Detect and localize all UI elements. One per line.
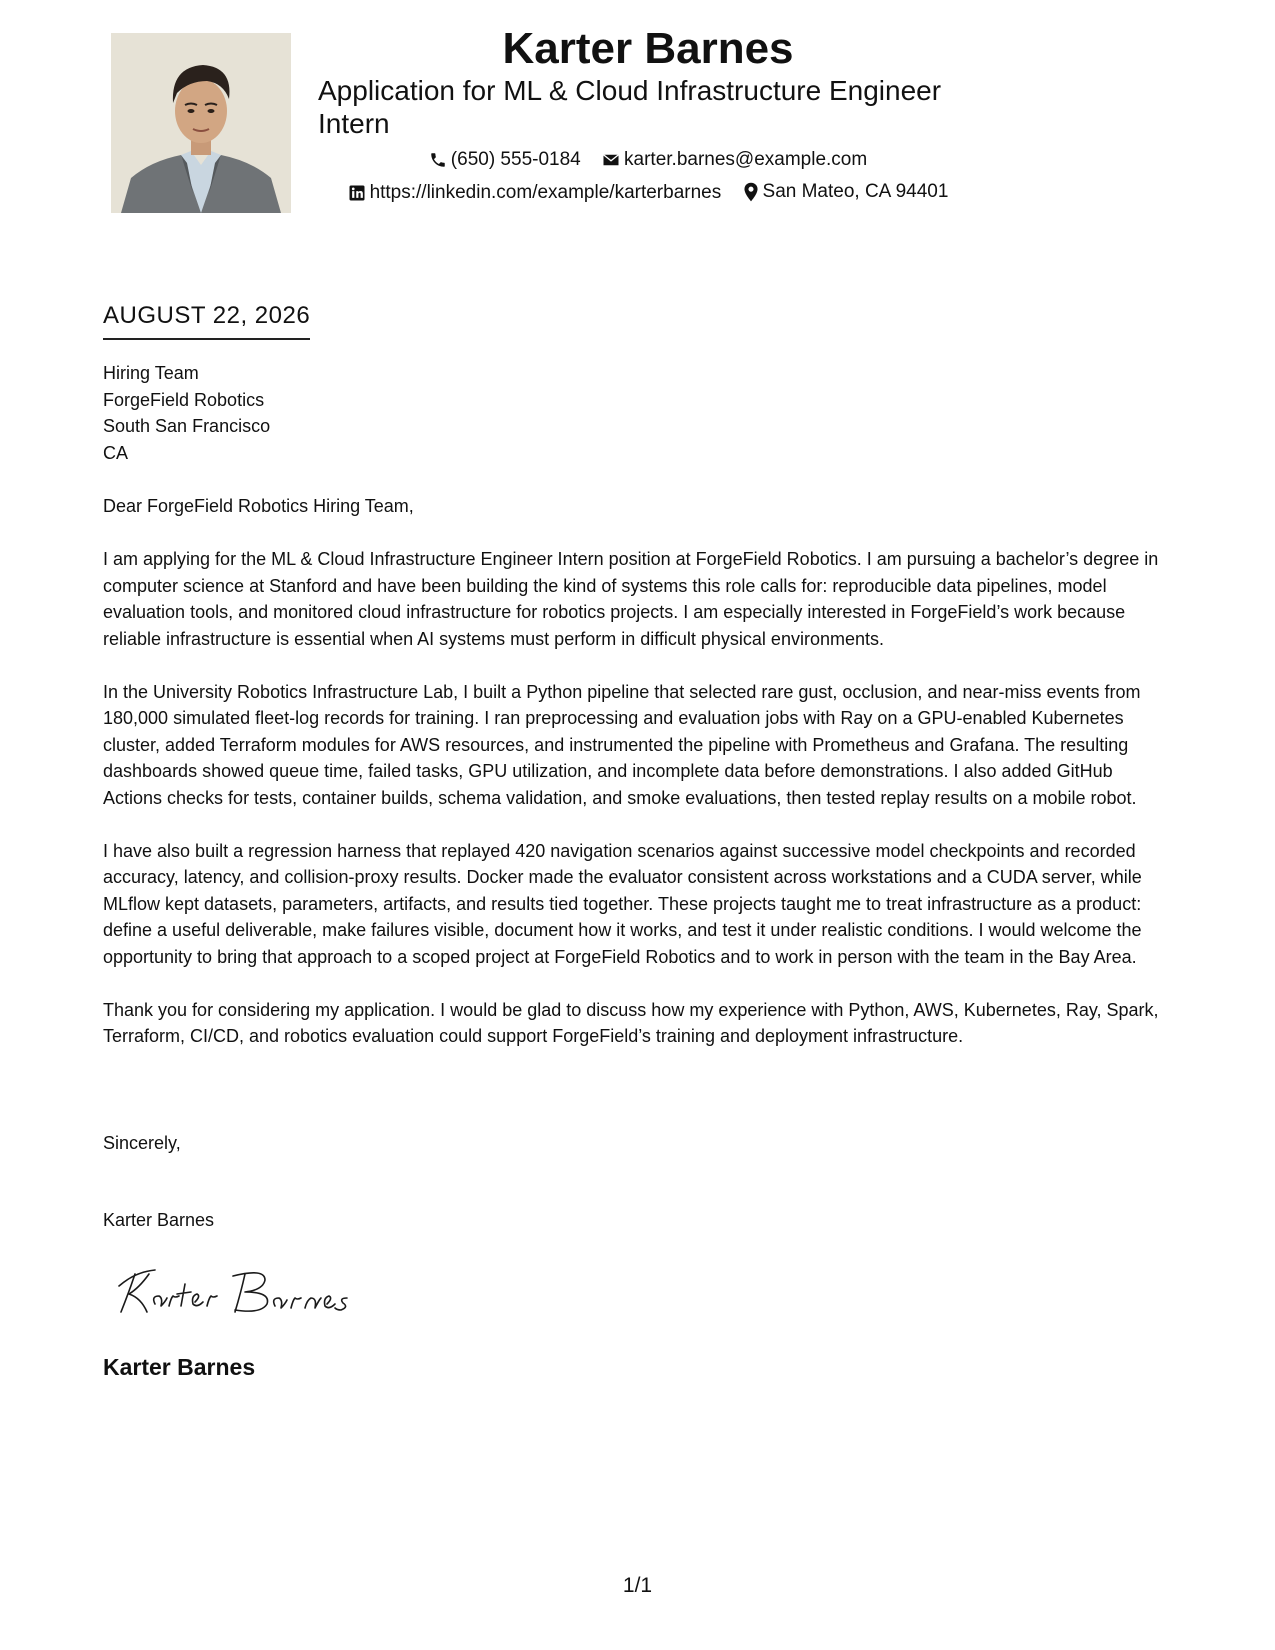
portrait-image [111, 33, 291, 213]
profile-photo [111, 33, 291, 213]
envelope-icon [602, 151, 620, 169]
salutation: Dear ForgeField Robotics Hiring Team, [103, 496, 414, 516]
contact-email[interactable] [602, 147, 867, 173]
application-title: Application for ML & Cloud Infrastructure Engineer Intern [318, 75, 942, 139]
letter-date: AUGUST 22, 2026 [103, 300, 310, 340]
phone-icon [429, 151, 447, 169]
contact-row-secondary [318, 179, 978, 210]
body-paragraph: I have also built a regression harness that replayed 420 navigation scenarios against successive model checkpoints and recorded accuracy, latency, and collision-proxy results. Docker made the evaluator consistent across workstations and a CUDA server, while MLflow kept datasets, parameters, artifacts, and results tied together. These projects taught me to treat infrastructure as a product: define a useful deliverable, make failures visible, document how it works, and test it under realistic conditions. I would welcome the opportunity to bring that approach to a scoped project at ForgeField Robotics and to work in person with the team in the Bay Area. [103, 840, 1142, 967]
recipient-line: Hiring Team [103, 363, 199, 383]
contact-location [743, 179, 949, 205]
signature-name: Karter Barnes [103, 1354, 256, 1380]
applicant-name: Karter Barnes [502, 24, 794, 73]
recipient-line: CA [103, 442, 129, 463]
map-pin-icon [743, 182, 759, 202]
contact-phone[interactable] [429, 147, 581, 173]
linkedin-icon [348, 184, 366, 202]
location-text: San Mateo, CA 94401 [762, 181, 949, 202]
recipient-line: ForgeField Robotics [103, 389, 265, 410]
contact-linkedin[interactable] [348, 180, 722, 206]
closing: Sincerely, [103, 1133, 181, 1153]
handwritten-signature [115, 1262, 375, 1322]
contact-row-primary [318, 147, 978, 177]
linkedin-url: https://linkedin.com/example/karterbarnes [369, 182, 722, 203]
body-paragraph: In the University Robotics Infrastructure Lab, I built a Python pipeline that selected rare gust, occlusion, and near-miss events from 180,000 simulated fleet-log records for training. I ran preprocessing and evaluation jobs with Ray on a GPU-enabled Kubernetes cluster, added Terraform modules for AWS resources, and instrumented the pipeline with Prometheus and Grafana. The resulting dashboards showed queue time, failed tasks, GPU utilization, and incomplete data before demonstrations. I also added GitHub Actions checks for tests, container builds, schema validation, and smoke evaluations, then tested replay results on a mobile robot. [103, 681, 1141, 808]
typed-name: Karter Barnes [103, 1210, 215, 1230]
page-number: 1/1 [622, 1574, 653, 1597]
phone-number: (650) 555-0184 [450, 149, 581, 170]
email-address: karter.barnes@example.com [624, 149, 868, 170]
recipient-address [103, 360, 270, 466]
body-paragraph: Thank you for considering my application. I would be glad to discuss how my experience with Python, AWS, Kubernetes, Ray, Spark, Terraform, CI/CD, and robotics evaluation could support ForgeField’s training and deployment infrastructure. [103, 999, 1159, 1046]
body-paragraph: I am applying for the ML & Cloud Infrastructure Engineer Intern position at ForgeField Robotics. I am pursuing a bachelor’s degree in computer science at Stanford and have been building the kind of systems this role calls for: reproducible data pipelines, model evaluation tools, and monitored cloud infrastructure for robotics projects. I am especially interested in ForgeField’s work because reliable infrastructure is essential when AI systems must perform in difficult physical environments. [103, 549, 1159, 649]
letter-body [103, 493, 1175, 1076]
recipient-line: South San Francisco [103, 416, 271, 436]
